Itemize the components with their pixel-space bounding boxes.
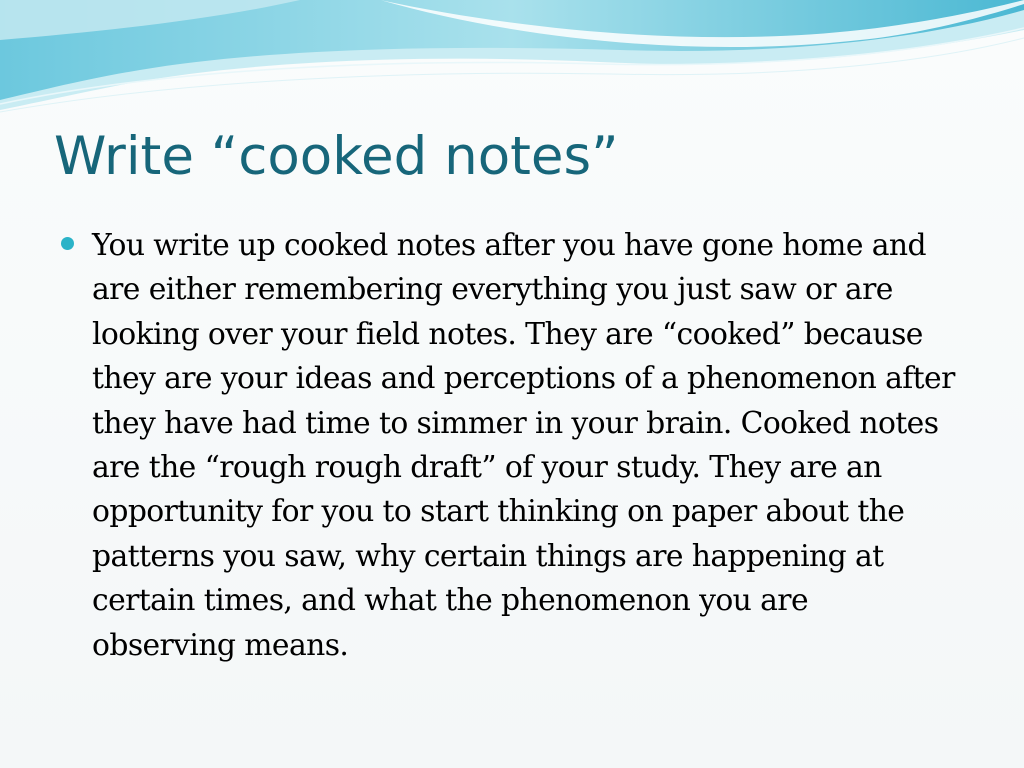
bullet-item — [60, 224, 960, 668]
slide-body — [60, 224, 960, 668]
bullet-text: You write up cooked notes after you have gone home and are either remembering everything you just saw or are looking over your field notes. They are “cooked” because they are your ideas and perceptions of a phenomenon after they have had time to simmer in your brain. Cooked notes are the “rough rough draft” of your study. They are an opportunity for you to start thinking on paper about the patterns you saw, why certain things are happening at certain times, and what the phenomenon you are observing means. — [92, 228, 955, 663]
bullet-dot-icon — [61, 237, 74, 250]
slide-title: Write “cooked notes” — [54, 126, 619, 187]
header-wave-decoration — [0, 0, 1024, 120]
